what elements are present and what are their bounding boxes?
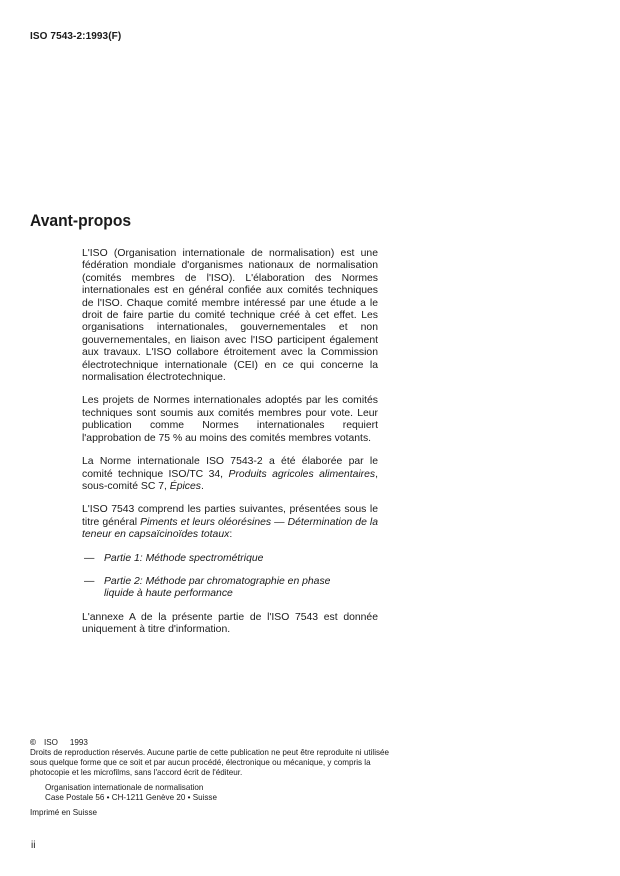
- copyright-block: [30, 738, 390, 818]
- paragraph-iso-intro: L'ISO (Organisation internationale de normalisation) est une fédération mondiale d'organismes nationaux de normalisation (comités membres de l'ISO). L'élaboration des Normes internationales est en général confiée aux comités techniques de l'ISO. Chaque comité membre intéressé par une étude a le droit de faire partie du comité technique créé à cet effet. Les organisations internationales, gouvernementales et non gouvernementales, en liaison avec l'ISO participent également aux travaux. L'ISO collabore étroitement avec la Commission électrotechnique internationale (CEI) en ce qui concerne la normalisation électrotechnique.: [82, 248, 378, 384]
- document-id-header: ISO 7543-2:1993(F): [30, 31, 122, 42]
- committee-text-post: .: [200, 480, 204, 492]
- parts-text-pre: L'ISO 7543 comprend les parties suivantes, présentées sous le titre général: [82, 504, 378, 528]
- copyright-org: ISO: [43, 738, 58, 747]
- subcommittee-name: Épices: [169, 480, 201, 492]
- paragraph-annex: L'annexe A de la présente partie de l'ISO 7543 est donnée uniquement à titre d'information.: [82, 611, 378, 636]
- list-item: [82, 553, 378, 565]
- list-item: [82, 576, 378, 601]
- list-dash: —: [84, 575, 95, 587]
- publisher-address: [45, 783, 390, 803]
- paragraph-voting: Les projets de Normes internationales adoptés par les comités techniques sont soumis aux comités membres pour vote. Leur publication comme Normes internationales requiert l'approbation de 75 % au moins des comités membres votants.: [82, 395, 378, 444]
- paragraph-committee: [82, 456, 378, 493]
- printed-in: Imprimé en Suisse: [30, 808, 98, 817]
- general-title: Piments et leurs oléorésines — Détermination de la teneur en capsaïcinoïdes totaux: [82, 516, 378, 541]
- copyright-symbol: ©: [30, 738, 36, 747]
- list-item-text: Partie 2: Méthode par chromatographie en phase liquide à haute performance: [104, 575, 331, 600]
- page-number: ii: [31, 840, 36, 851]
- foreword-body: [82, 248, 378, 637]
- copyright-year: 1993: [69, 738, 88, 747]
- paragraph-parts: [82, 504, 378, 541]
- committee-text-mid: , sous-comité SC 7,: [82, 468, 379, 492]
- copyright-rights: Droits de reproduction réservés. Aucune partie de cette publication ne peut être reproduite ni utilisée sous quelque forme que ce soit et par aucun procédé, électronique ou mécanique, y compris la photocopie et les microfilms, sans l'accord écrit de l'éditeur.: [30, 748, 390, 777]
- committee-text-pre: La Norme internationale ISO 7543-2 a été élaborée par le comité technique ISO/TC 34,: [82, 456, 378, 480]
- parts-text-post: :: [229, 529, 233, 541]
- address-line-2: Case Postale 56 • CH-1211 Genève 20 • Suisse: [45, 793, 217, 802]
- address-line-1: Organisation internationale de normalisation: [45, 783, 204, 792]
- list-dash: —: [84, 552, 95, 564]
- section-title: Avant-propos: [30, 211, 132, 230]
- committee-name: Produits agricoles alimentaires: [228, 468, 376, 480]
- list-item-text: Partie 1: Méthode spectrométrique: [104, 552, 264, 564]
- copyright-line: [30, 738, 390, 748]
